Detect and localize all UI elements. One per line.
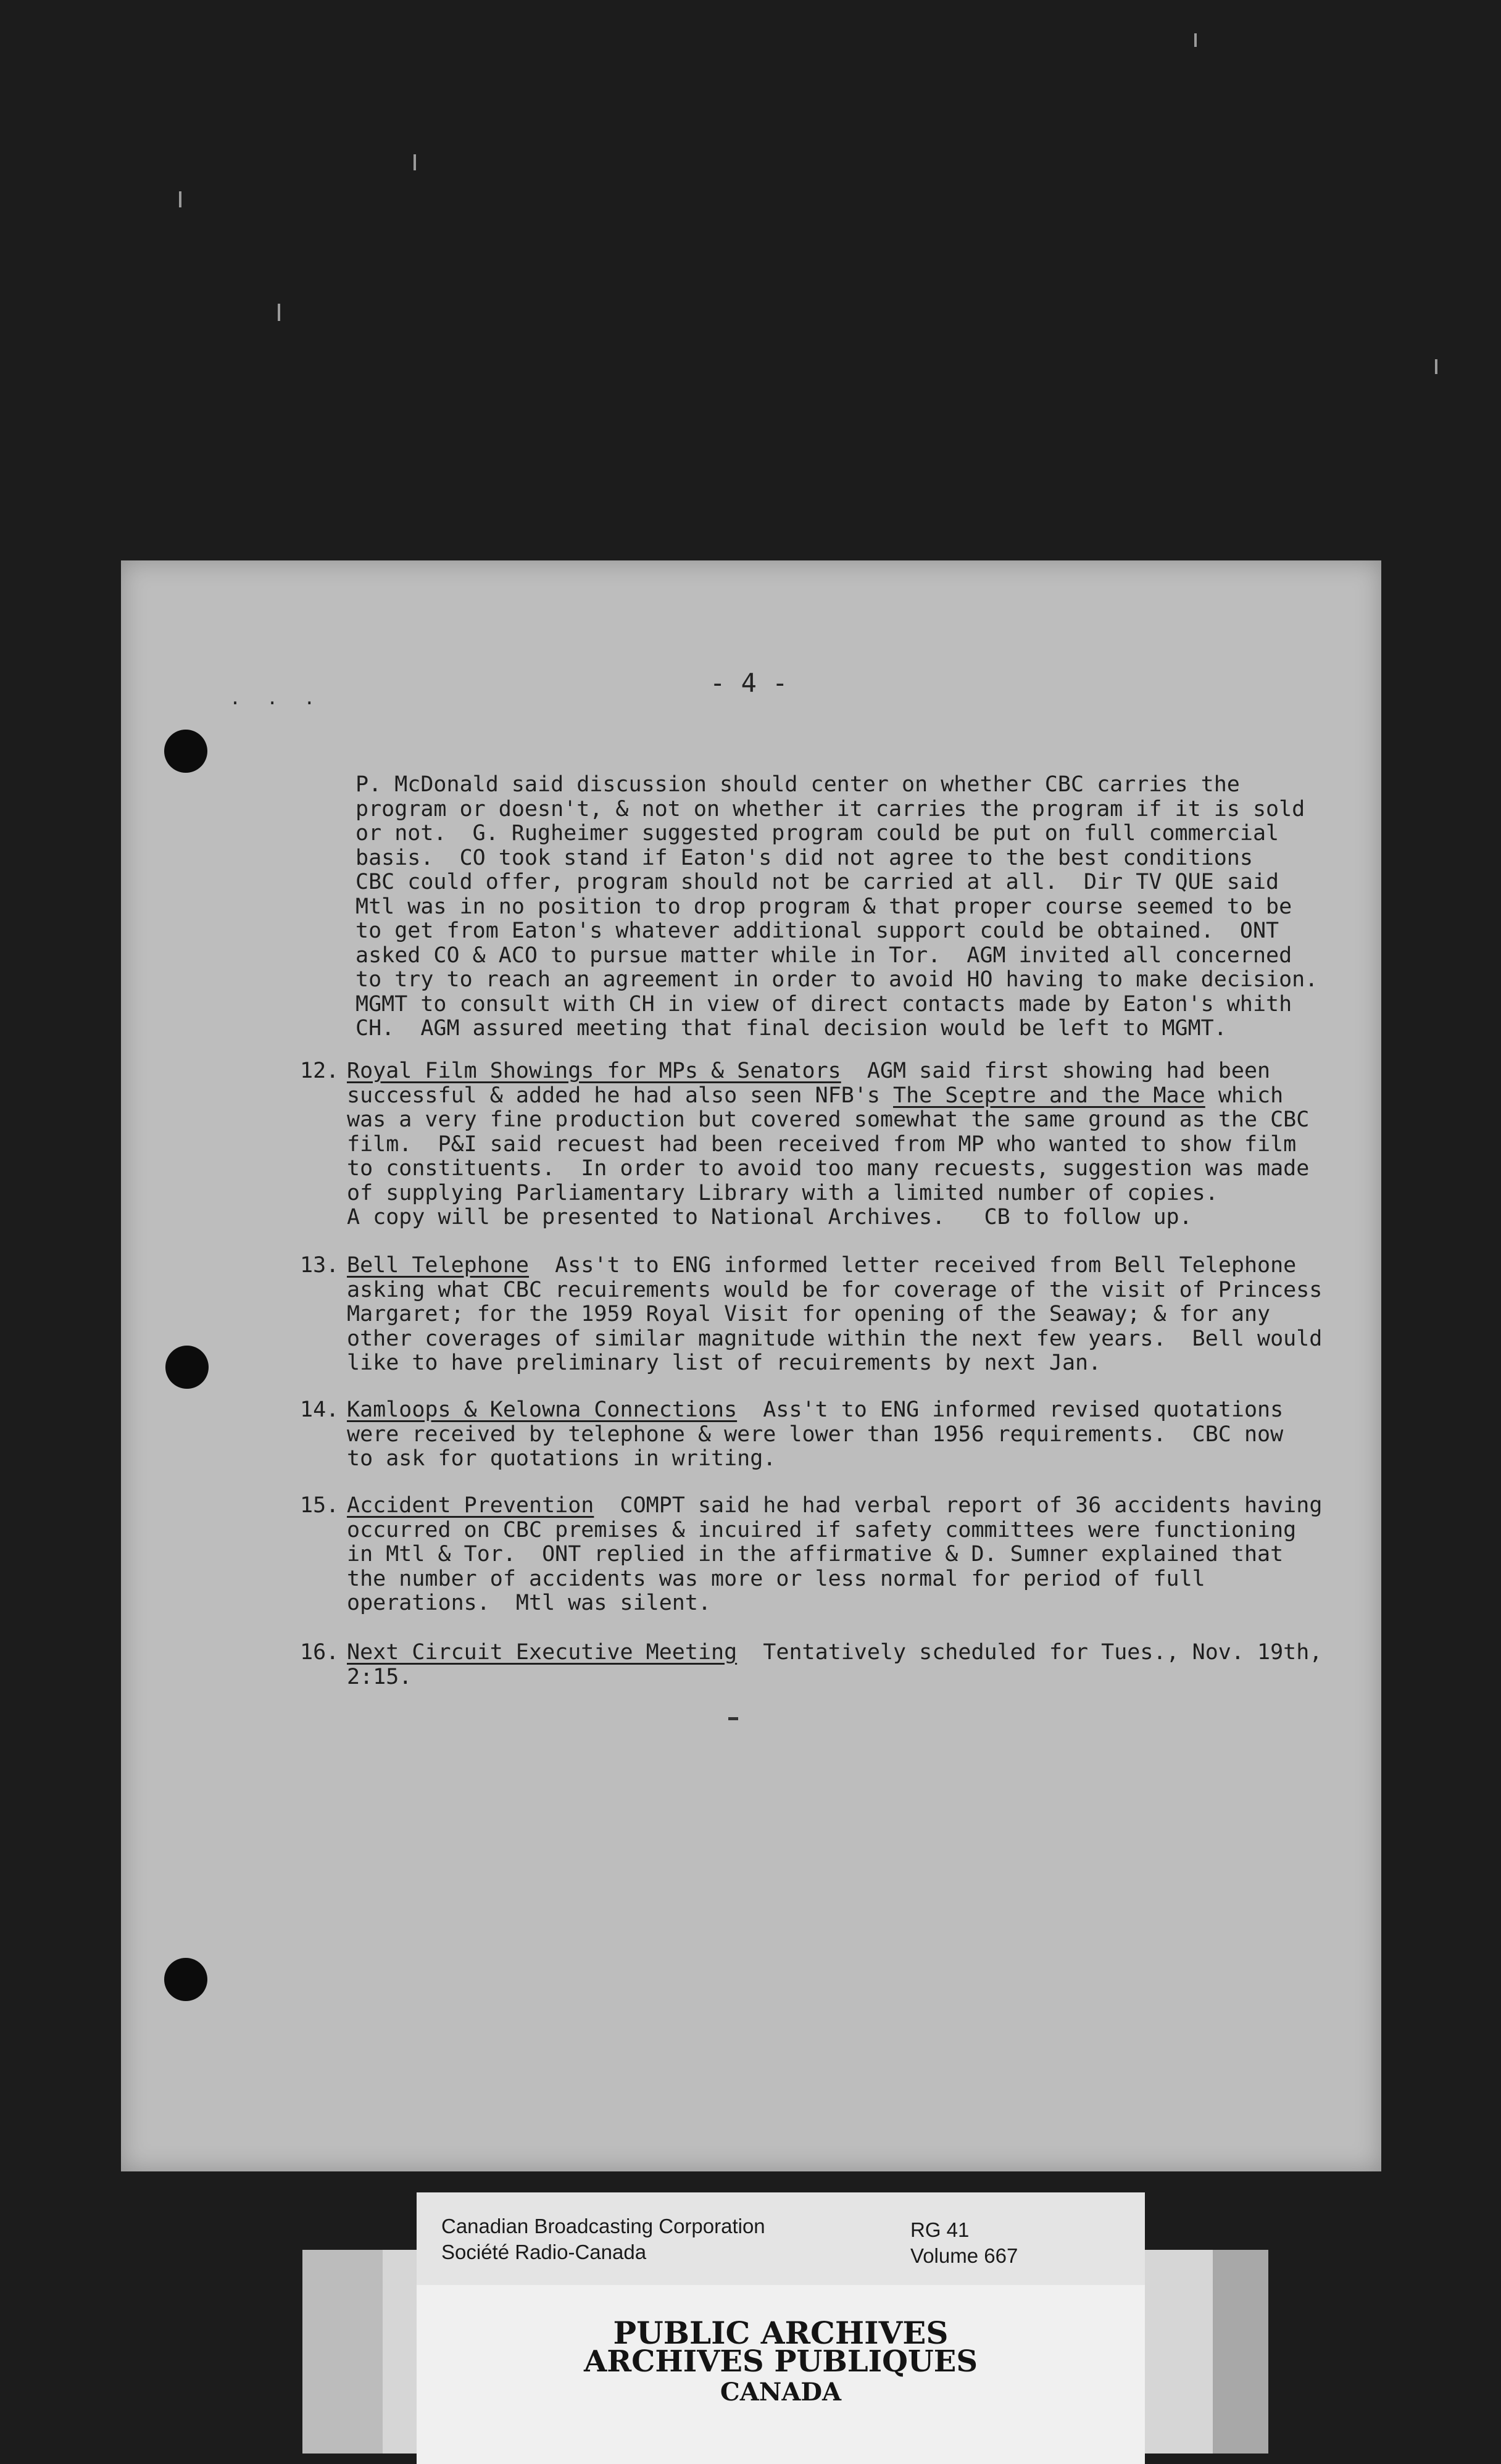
text-line: to get from Eaton's whatever additional support could be obtained. ONT — [356, 918, 1279, 943]
item-first-line — [347, 1398, 1283, 1423]
item-text: COMPT said he had verbal report of 36 accidents having — [594, 1493, 1323, 1518]
text-line: other coverages of similar magnitude within the next few years. Bell would — [347, 1326, 1323, 1351]
stamp-line-1: PUBLIC ARCHIVES — [613, 2315, 949, 2351]
text-line: occurred on CBC premises & incuired if safety committees were functioning — [347, 1517, 1297, 1542]
text-line: was a very fine production but covered somewhat the same ground as the CBC — [347, 1107, 1310, 1132]
card-shade — [302, 2250, 383, 2454]
text-line: CH. AGM assured meeting that final decision would be left to MGMT. — [356, 1016, 1227, 1041]
item-first-line — [347, 1059, 1309, 1084]
item-first-line — [347, 1494, 1322, 1518]
text-line: MGMT to consult with CH in view of direct contacts made by Eaton's whith — [356, 991, 1292, 1017]
volume-number: Volume 667 — [910, 2244, 1018, 2267]
item-number: 15. — [300, 1493, 339, 1518]
text-line: CBC could offer, program should not be carried at all. Dir TV QUE said — [356, 870, 1279, 894]
text-line: were received by telephone & were lower than 1956 requirements. CBC now — [347, 1421, 1284, 1447]
text-line: Mtl was in no position to drop program & that proper course seemed to be — [356, 894, 1292, 919]
text-line: basis. CO took stand if Eaton's did not agree to the best conditions — [356, 845, 1253, 870]
text-line: film. P&I said recuest had been received from MP who wanted to show film — [347, 1131, 1297, 1157]
film-scratch — [179, 191, 181, 207]
item-first-line — [347, 1254, 1322, 1278]
text-line: or not. G. Rugheimer suggested program could be put on full commercial — [356, 821, 1279, 846]
text-line: operations. Mtl was silent. — [347, 1591, 712, 1615]
org-english: Canadian Broadcasting Corporation — [441, 2215, 765, 2237]
item-text: successful & added he had also seen NFB's — [347, 1083, 894, 1108]
text-line — [347, 1084, 1309, 1109]
page-number: - 4 - — [710, 668, 788, 698]
item-number: 16. — [300, 1640, 339, 1665]
text-line: of supplying Parliamentary Library with a limited number of copies. — [347, 1180, 1218, 1205]
item-text: which — [1205, 1083, 1284, 1108]
item-number: 13. — [300, 1253, 339, 1278]
film-scratch — [414, 154, 416, 170]
item-heading: Next Circuit Executive Meeting — [347, 1640, 738, 1665]
item-heading: Accident Prevention — [347, 1493, 594, 1518]
item-text: Ass't to ENG informed letter received from Bell Telephone — [529, 1253, 1297, 1278]
item-heading: Bell Telephone — [347, 1253, 530, 1278]
item-text: Ass't to ENG informed revised quotations — [737, 1397, 1284, 1422]
text-line: in Mtl & Tor. ONT replied in the affirmative & D. Sumner explained that — [347, 1542, 1284, 1567]
item-text: AGM said first showing had been — [841, 1059, 1271, 1083]
item-first-line — [347, 1641, 1322, 1665]
item-number: 12. — [300, 1059, 339, 1083]
item-number: 14. — [300, 1397, 339, 1422]
text-line: P. McDonald said discussion should center on whether CBC carries the — [356, 772, 1240, 797]
item-heading: Kamloops & Kelowna Connections — [347, 1397, 738, 1422]
margin-dots: . . . — [230, 688, 323, 709]
punch-hole — [165, 1346, 209, 1389]
intro-paragraph — [356, 773, 1318, 1041]
film-scratch — [1194, 33, 1197, 47]
text-line: Margaret; for the 1959 Royal Visit for opening of the Seaway; & for any — [347, 1302, 1271, 1326]
text-line: program or doesn't, & not on whether it carries the program if it is sold — [356, 796, 1305, 822]
punch-hole — [164, 730, 207, 773]
text-line: like to have preliminary list of recuirements by next Jan. — [347, 1351, 1102, 1375]
item-heading: Royal Film Showings for MPs & Senators — [347, 1059, 841, 1083]
archive-label — [417, 2192, 1145, 2285]
film-scratch — [1435, 359, 1437, 374]
text-line: asked CO & ACO to pursue matter while in Tor. AGM invited all concerned — [356, 943, 1292, 968]
text-line: to try to reach an agreement in order to avoid HO having to make decision. — [356, 967, 1318, 992]
film-scratch — [278, 304, 280, 321]
punch-hole — [164, 1958, 207, 2001]
archives-stamp — [417, 2285, 1145, 2464]
text-line: to ask for quotations in writing. — [347, 1446, 776, 1471]
text-line: asking what CBC recuirements would be for coverage of the visit of Princess — [347, 1277, 1323, 1302]
item-text: Tentatively scheduled for Tues., Nov. 19th, — [737, 1640, 1323, 1665]
record-group: RG 41 — [910, 2218, 970, 2241]
org-french: Société Radio-Canada — [441, 2241, 647, 2263]
stamp-line-2: ARCHIVES PUBLIQUES — [584, 2344, 978, 2379]
stamp-line-3: CANADA — [720, 2378, 842, 2407]
text-line: the number of accidents was more or less normal for period of full — [347, 1566, 1205, 1591]
text-line: A copy will be presented to National Archives. CB to follow up. — [347, 1205, 1192, 1230]
text-line: to constituents. In order to avoid too many recuests, suggestion was made — [347, 1156, 1310, 1181]
end-mark — [728, 1717, 738, 1720]
card-shade — [1213, 2250, 1268, 2454]
text-line: 2:15. — [347, 1664, 412, 1689]
film-title: The Sceptre and the Mace — [893, 1083, 1205, 1108]
